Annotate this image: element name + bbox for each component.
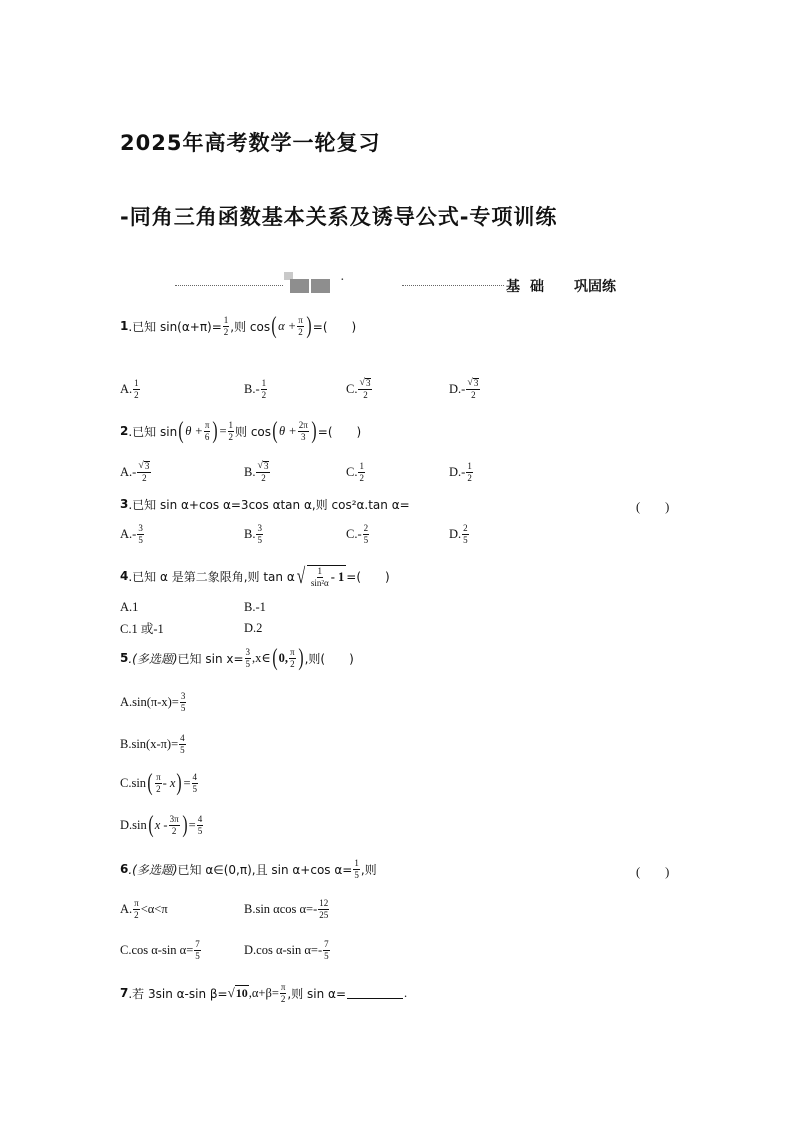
answer-paren: =( ) [312,319,357,334]
option-d: D.- $\frac{1}{2}$ [449,460,472,483]
fraction: $\frac{1}{2}$ [223,314,229,337]
option-b: B. √ 3 2 [244,460,269,483]
option-a: A.- $\frac{3}{5}$ [120,522,143,545]
option-b: B. $\frac{3}{5}$ [244,522,262,545]
title-line-2: -同角三角函数基本关系及诱导公式-专项训练 [120,205,558,229]
question-number: 6 [120,862,129,876]
section-banner [0,272,794,302]
answer-paren: ( ) [636,865,670,879]
section-char: 础 [530,279,544,295]
question-text: .若 3sin α-sin β= [128,986,228,1001]
question-text: ,则 cos [230,319,271,334]
question-6: 6 .(多选题) 已知 α∈(0,π),且 sin α+cos α= $\frac{1}{5}$ ,则 [120,857,377,880]
question-text: .已知 α 是第二象限角,则 tan α [128,569,295,584]
question-number: 2 [120,424,129,438]
dotted-rule-left [175,285,283,286]
option-b: B.-1 [244,599,266,614]
question-text: .已知 sin [128,424,178,439]
option-c: C.1 或-1 [120,622,164,636]
answer-blank[interactable] [347,988,403,999]
question-tag: .(多选题) [128,862,178,877]
question-text: 已知 α∈(0,π),且 sin α+cos α= [177,862,353,877]
banner-dot: · [340,273,345,288]
option-a: A. $\frac{1}{2}$ [120,377,139,400]
fraction: $\frac{\pi}{2}$ [298,314,303,337]
option-a: A.sin(π-x)= $\frac{3}{5}$ [120,690,186,713]
radical-expression: √ $\frac{1}{\text{sin²α}}$ - 1 [296,562,345,588]
answer-paren: ( ) [636,500,670,514]
option-a: A. $\frac{\pi}{2}$ <α<π [120,897,168,920]
title-line-1: 2025年高考数学一轮复习 [120,131,381,155]
option-d: D. $\frac{2}{5}$ [449,522,468,545]
option-b: B.- $\frac{1}{2}$ [244,377,267,400]
option-b: B.sin αcos α=- $\frac{12}{25}$ [244,897,329,920]
answer-paren: =( ) [346,569,390,584]
question-text: 已知 sin x= [177,651,244,666]
question-2: 2 .已知 sin ( θ + $\frac{\pi}{6}$ ) = $\frac{1}{2}$ 则 cos ( θ + $\frac{2\pi}{3}$ ) =( ) [120,418,362,444]
option-c: C. √ 3 2 [346,377,371,400]
question-tag: .(多选题) [128,651,178,666]
question-number: 1 [120,319,129,333]
question-number: 7 [120,986,129,1000]
answer-paren: =( ) [317,424,362,439]
question-text: .已知 sin α+cos α=3cos αtan α,则 cos²α.tan α= [128,497,410,512]
question-text: .已知 sin(α+π)= [128,319,222,334]
option-b: B.sin(x-π)= $\frac{4}{5}$ [120,732,185,755]
dotted-rule-right [402,285,504,286]
question-1: 1 .已知 sin(α+π)= $\frac{1}{2}$ ,则 cos ( α + $\frac{\pi}{2}$ ) =( ) [120,313,357,339]
question-number: 5 [120,651,129,665]
option-d: D.- √ 3 2 [449,377,479,400]
option-c: C. $\frac{1}{2}$ [346,460,364,483]
math-expression: α + [278,318,297,333]
question-4 [120,562,390,590]
question-text: 则 cos [235,424,272,439]
section-label [506,276,616,296]
option-a: A.1 [120,599,139,614]
banner-block [311,279,330,293]
option-c: C.cos α-sin α= $\frac{7}{5}$ [120,938,200,961]
option-d: D.cos α-sin α=- $\frac{7}{5}$ [244,938,329,961]
question-7: 7 .若 3sin α-sin β= √ 10 ,α+β= $\frac{\pi}{2}$ ,则 sin α= . [120,981,408,1004]
option-c: C.sin ( $\frac{\pi}{2}$ - x ) = $\frac{4}{5}$ [120,770,198,796]
question-5: 5 .(多选题) 已知 sin x= $\frac{3}{5}$ ,x∈ ( 0, $\frac{\pi}{2}$ ) ,则( ) [120,645,354,671]
question-number: 4 [120,569,129,583]
question-3 [120,490,410,518]
option-d: D.sin ( x - $\frac{3\pi}{2}$ ) = $\frac{4}{5}$ [120,812,203,838]
option-d: D.2 [244,620,263,635]
section-title: 巩固练 [574,279,616,295]
option-a: A.- √ 3 2 [120,460,150,483]
question-number: 3 [120,497,129,511]
option-c: C.- $\frac{2}{5}$ [346,522,369,545]
section-char: 基 [506,279,520,295]
banner-block [290,279,309,293]
answer-paren: ,则( ) [304,651,354,666]
